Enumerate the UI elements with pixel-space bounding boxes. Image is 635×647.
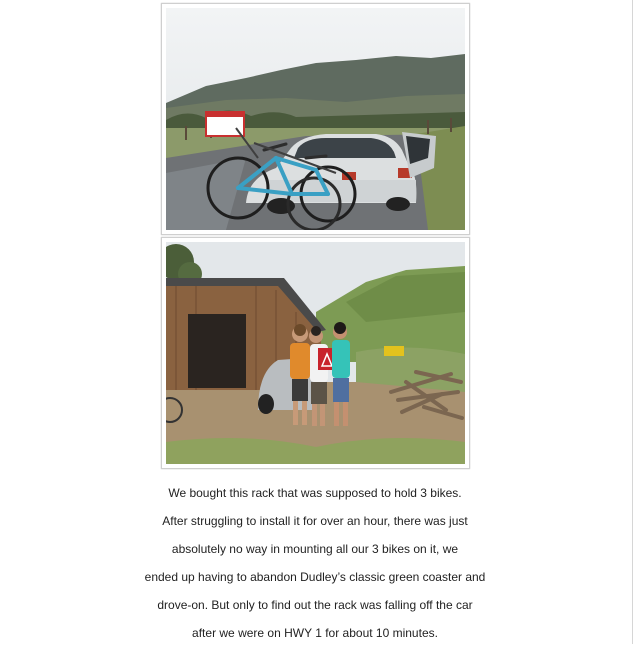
caption-line-1: We bought this rack that was supposed to hold 3 bikes. [168,486,462,500]
photo-group-at-barn[interactable] [161,237,470,469]
caption-line-5: drove-on. But only to find out the rack was falling off the car [157,598,473,612]
photo-caption [0,479,630,647]
photo-car-bike-rack[interactable] [161,3,470,235]
photo-car-bike-rack-image [166,8,465,230]
caption-line-6: after we were on HWY 1 for about 10 minutes. [192,626,438,640]
page-right-border [632,0,633,644]
caption-line-4: ended up having to abandon Dudley’s classic green coaster and [144,570,486,584]
photo-group-at-barn-image [166,242,465,464]
caption-line-2: After struggling to install it for over an hour, there was just [162,514,468,528]
caption-line-3: absolutely no way in mounting all our 3 bikes on it, we [171,542,459,556]
